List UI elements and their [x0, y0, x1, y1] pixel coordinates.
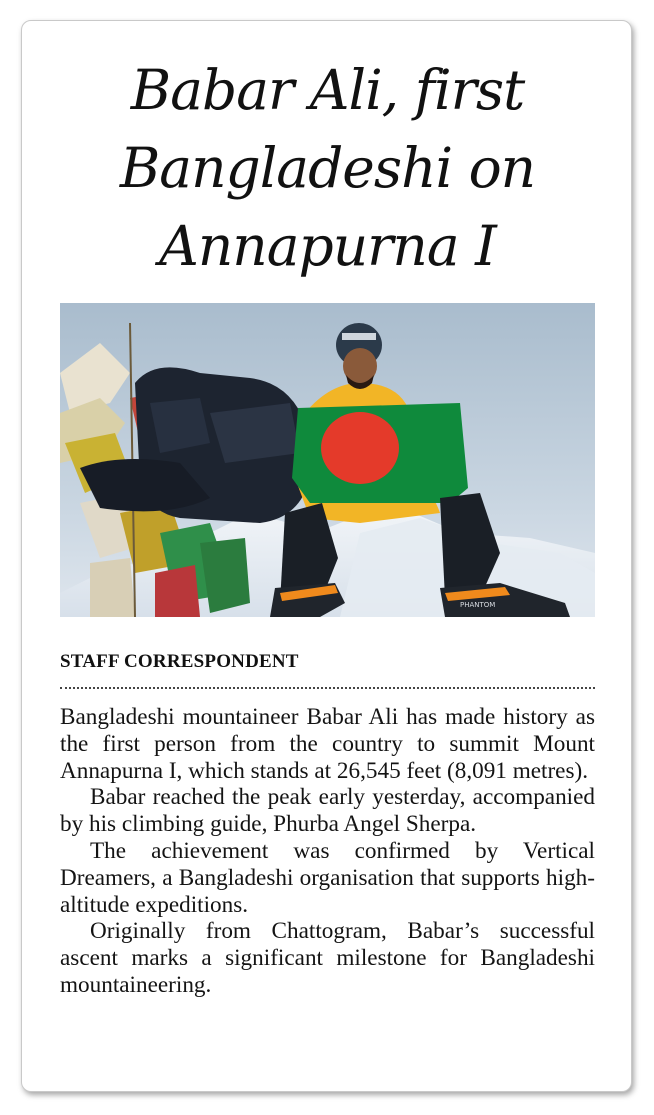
headline-line-2: Bangladeshi on	[119, 136, 536, 200]
article-body	[60, 704, 595, 999]
boot-brand-label: PHANTOM	[460, 601, 496, 609]
headline-line-3: Annapurna I	[159, 214, 496, 278]
paragraph-2: Babar reached the peak early yesterday, accompanied by his climbing guide, Phurba Angel Sherpa.	[60, 784, 595, 838]
paragraph-4: Originally from Chattogram, Babar’s successful ascent marks a significant milestone for Bangladeshi mountaineering.	[60, 918, 595, 998]
headline-line-1: Babar Ali, first	[130, 58, 525, 122]
paragraph-3: The achievement was confirmed by Vertical Dreamers, a Bangladeshi organisation that supports high-altitude expeditions.	[60, 837, 595, 918]
paragraph-1: Bangladeshi mountaineer Babar Ali has made history as the first person from the country to summit Mount Annapurna I, which stands at 26,545 feet (8,091 metres).	[60, 704, 595, 784]
summit-photo	[60, 303, 595, 617]
bangladesh-flag	[292, 403, 468, 503]
byline: STAFF CORRESPONDENT	[60, 651, 299, 672]
dotted-divider	[60, 687, 595, 689]
news-clipping	[21, 20, 632, 1092]
headline	[22, 51, 633, 285]
